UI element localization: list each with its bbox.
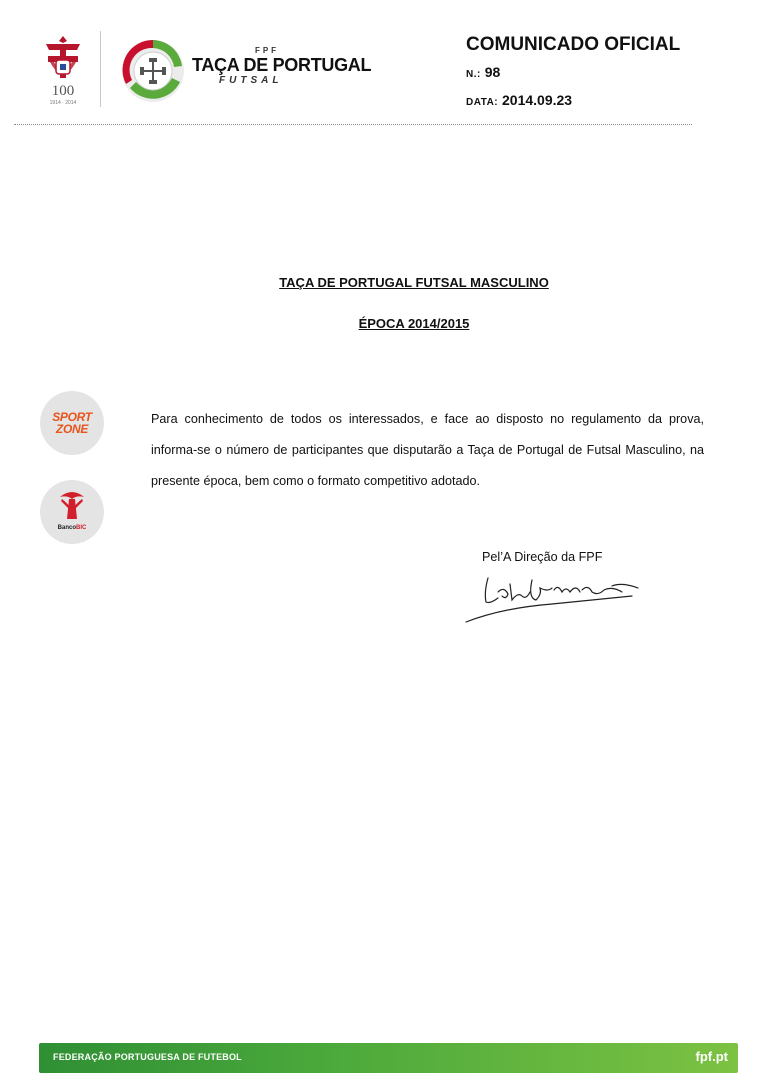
date-value: 2014.09.23 (502, 92, 573, 108)
communique-title: COMUNICADO OFICIAL (466, 34, 681, 55)
taca-portugal-emblem (120, 36, 186, 106)
baobab-tree-icon (57, 489, 87, 523)
signoff-line: Pel’A Direção da FPF (482, 550, 603, 564)
cup-prefix: FPF (254, 46, 280, 55)
footer-bar (39, 1043, 738, 1073)
sportzone-line2: ZONE (55, 422, 89, 436)
document-title: TAÇA DE PORTUGAL FUTSAL MASCULINO (279, 275, 549, 290)
number-value: 98 (484, 64, 501, 80)
sponsor-sportzone-logo (40, 391, 104, 455)
header-separator (14, 124, 692, 125)
number-label: N.: (466, 69, 481, 80)
handwritten-signature (462, 562, 642, 624)
footer-organization: FEDERAÇÃO PORTUGUESA DE FUTEBOL (53, 1052, 242, 1062)
cup-title: TAÇA DE PORTUGAL (192, 55, 372, 75)
document-subtitle: ÉPOCA 2014/2015 (358, 316, 470, 331)
bic-suffix: BIC (76, 525, 87, 531)
body-paragraph: Para conhecimento de todos os interessados, e face ao disposto no regulamento da prova, informa-se o número de participantes que disputarão a Taça de Portugal de Futsal Masculino, na presente época, bem como o formato competitivo adotado. (151, 412, 704, 488)
bancobic-wordmark (40, 525, 104, 531)
communique-date (466, 92, 572, 108)
bic-prefix: Banco (57, 525, 76, 531)
sponsor-bancobic-logo (40, 480, 104, 544)
crest-dates: 1914 · 2014 (49, 100, 77, 106)
cup-wordmark (192, 46, 372, 86)
communique-number (466, 64, 500, 80)
date-label: DATA: (466, 97, 499, 108)
crest-year: 100 (51, 83, 75, 99)
footer-website-link[interactable]: fpf.pt (695, 1049, 728, 1064)
fpf-crest-logo (38, 34, 88, 106)
sportzone-line1: SPORT (52, 410, 92, 424)
header-divider (100, 31, 101, 107)
cup-subtitle: FUTSAL (219, 75, 283, 86)
